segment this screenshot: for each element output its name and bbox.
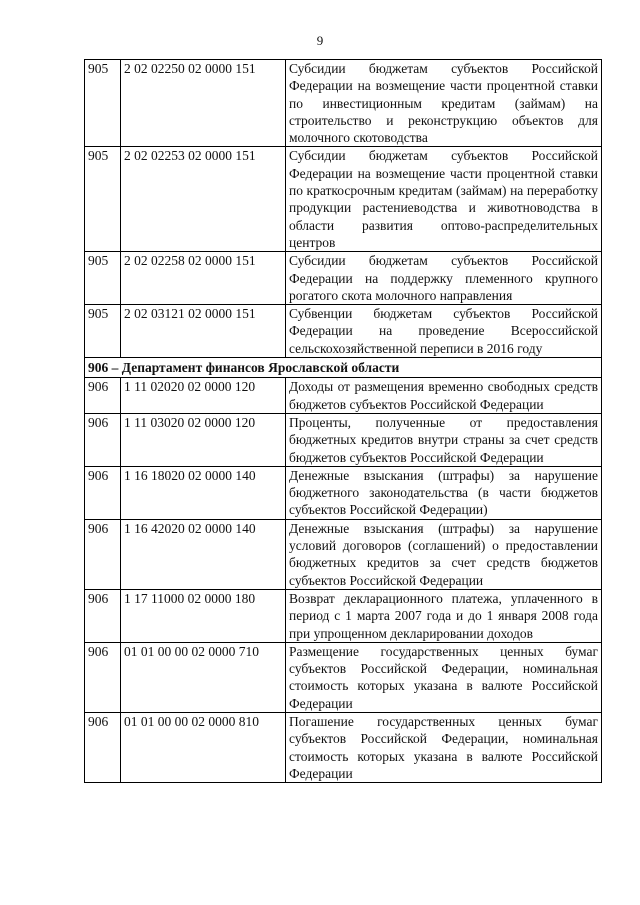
description-cell: Денежные взыскания (штрафы) за нарушение условий договоров (соглашений) о предоставлении бюджетных кредитов за счет средств бюджетов субъектов Российской Федерации (286, 519, 602, 589)
admin-code-cell: 906 (85, 589, 121, 642)
page-number: 9 (316, 33, 324, 48)
description-cell: Погашение государственных ценных бумаг субъектов Российской Федерации, номинальная стоимость которых указана в валюте Российской Федерации (286, 712, 602, 782)
description-cell: Денежные взыскания (штрафы) за нарушение бюджетного законодательства (в части бюджетов субъектов Российской Федерации) (286, 466, 602, 519)
budget-code-cell: 2 02 03121 02 0000 151 (121, 305, 286, 358)
admin-code-cell: 906 (85, 413, 121, 466)
budget-code-cell: 2 02 02258 02 0000 151 (121, 252, 286, 305)
budget-code-cell: 2 02 02253 02 0000 151 (121, 147, 286, 252)
admin-code-cell: 905 (85, 252, 121, 305)
admin-code-cell: 906 (85, 378, 121, 414)
budget-code-cell: 1 11 03020 02 0000 120 (121, 413, 286, 466)
description-cell: Субвенции бюджетам субъектов Российской Федерации на проведение Всероссийской сельскохозяйственной переписи в 2016 году (286, 305, 602, 358)
description-cell: Субсидии бюджетам субъектов Российской Федерации на возмещение части процентной ставки по краткосрочным кредитам (займам) на переработку продукции растениеводства и животноводства в области развития оптово-распределительных центров (286, 147, 602, 252)
table-row (85, 519, 602, 589)
description-cell: Субсидии бюджетам субъектов Российской Федерации на возмещение части процентной ставки по инвестиционным кредитам (займам) на строительство и реконструкцию объектов для молочного скотоводства (286, 60, 602, 147)
admin-code-cell: 906 (85, 466, 121, 519)
admin-code-cell: 906 (85, 712, 121, 782)
description-cell: Возврат декларационного платежа, уплаченного в период с 1 марта 2007 года и до 1 января 2008 года при упрощенном декларировании доходов (286, 589, 602, 642)
table-row (85, 642, 602, 712)
description-cell: Проценты, полученные от предоставления бюджетных кредитов внутри страны за счет средств бюджетов субъектов Российской Федерации (286, 413, 602, 466)
description-cell: Субсидии бюджетам субъектов Российской Федерации на поддержку племенного крупного рогатого скота молочного направления (286, 252, 602, 305)
budget-code-cell: 1 17 11000 02 0000 180 (121, 589, 286, 642)
budget-code-cell: 01 01 00 00 02 0000 810 (121, 712, 286, 782)
table-row (85, 466, 602, 519)
budget-code-cell: 1 16 18020 02 0000 140 (121, 466, 286, 519)
admin-code-cell: 906 (85, 519, 121, 589)
budget-code-cell: 1 11 02020 02 0000 120 (121, 378, 286, 414)
table-row (85, 60, 602, 147)
table-row (85, 413, 602, 466)
budget-code-cell: 1 16 42020 02 0000 140 (121, 519, 286, 589)
budget-code-cell: 01 01 00 00 02 0000 710 (121, 642, 286, 712)
table-row (85, 378, 602, 414)
budget-code-cell: 2 02 02250 02 0000 151 (121, 60, 286, 147)
table-row (85, 305, 602, 358)
table-row (85, 589, 602, 642)
section-title: 906 – Департамент финансов Ярославской области (85, 358, 602, 378)
admin-code-cell: 906 (85, 642, 121, 712)
budget-codes-table (84, 59, 602, 783)
section-header-row (85, 358, 602, 378)
admin-code-cell: 905 (85, 60, 121, 147)
description-cell: Размещение государственных ценных бумаг субъектов Российской Федерации, номинальная стоимость которых указана в валюте Российской Федерации (286, 642, 602, 712)
table-row (85, 712, 602, 782)
admin-code-cell: 905 (85, 305, 121, 358)
description-cell: Доходы от размещения временно свободных средств бюджетов субъектов Российской Федерации (286, 378, 602, 414)
table-body (85, 60, 602, 783)
admin-code-cell: 905 (85, 147, 121, 252)
table-row (85, 147, 602, 252)
table-row (85, 252, 602, 305)
